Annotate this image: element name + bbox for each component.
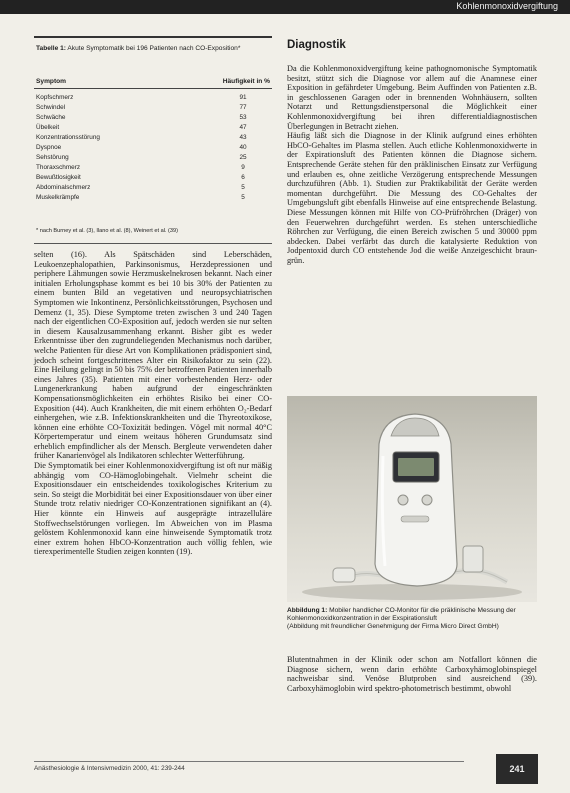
right-body-column [287,64,537,386]
running-title: Kohlenmonoxidvergiftung [456,1,558,11]
table-cell-value: 5 [241,184,245,191]
table-cell-symptom: Übelkeit [36,124,60,131]
table-row [34,174,272,183]
journal-citation: Anästhesiologie & Intensivmedizin 2000, 41: 239-244 [34,765,185,772]
table-cell-value: 91 [239,94,247,101]
table-cell-value: 47 [239,124,247,131]
table-row [34,104,272,113]
table-cell-symptom: Schwindel [36,104,66,111]
body-paragraph: Die Symptomatik bei einer Kohlenmonoxidvergiftung ist oft nur mäßig abhängig vom CO-Hämoglobingehalt. Vielmehr scheint die Expositionsdauer ein entscheidendes toxikologisches Kriterium zu sein. So steigt die Morbidität bei einer Expositionsdauer von über einer Stunde trotz relativ niedriger CO-Konzentrationen signifikant an (4). Hier könnte ein Hinweis auf ausgeprägte intrazelluläre Stoffwechselstörungen vorliegen. Im Abweichen von im Plasma gelöstem Kohlenmonoxid kann eine hinweisende Symptomatik trotz einer extrem hohen HbCO-Konzentration auch völlig fehlen, wie tierexperimentelle Studien zeigen konnten (19). [34,461,272,557]
table-cell-symptom: Bewußtlosigkeit [36,174,81,181]
table-cell-symptom: Kopfschmerz [36,94,74,101]
table-caption [36,44,266,53]
table-footnote: * nach Burney et al. (3), Ilano et al. (8), Weinert et al. (39) [36,228,178,234]
figure-caption [287,607,537,632]
table-cell-value: 40 [239,144,247,151]
section-heading: Diagnostik [287,39,346,51]
table-row [34,144,272,153]
table-row [34,124,272,133]
table-cell-symptom: Thoraxschmerz [36,164,81,171]
table-header-symptom: Symptom [36,78,67,85]
table-cell-value: 77 [239,104,247,111]
table-cell-symptom: Dyspnoe [36,144,62,151]
figure-caption-label: Abbildung 1: [287,607,328,614]
co-monitor-photo [287,396,537,602]
table-row [34,164,272,173]
table-cell-symptom: Abdominalschmerz [36,184,91,191]
table-caption-text: Akute Symptomatik bei 196 Patienten nach CO-Exposition* [67,45,241,52]
table-cell-symptom: Schwäche [36,114,66,121]
table-row [34,94,272,103]
table-cell-value: 6 [241,174,245,181]
running-header [0,0,570,14]
table-cell-symptom: Konzentrationsstörung [36,134,100,141]
body-paragraph: Häufig läßt sich die Diagnose in der Klinik aufgrund eines erhöhten HbCO-Gehaltes im Plasma stellen. Auch etliche Kohlenmonoxidwerte in der Expirationsluft des Patienten können die Diagnose sichern. Entsprechende Geräte stehen für den präklinischen Einsatz zur Verfügung und erlauben es, ohne zeitliche Verzögerung entsprechende Messungen durchzuführen (Abb. 1). Studien zur Praktikabilität der Geräte werden momentan durchgeführt. Die Messung des CO-Gehaltes der Umgebungsluft gibt ebenfalls Hinweise auf eine entsprechende Belastung. Diese Messungen können mit Hilfe von CO-Prüfröhrchen (Dräger) von den Feuerwehren durchgeführt werden. Es stehen unterschiedliche Röhrchen zur Verfügung, die einen Bereich zwischen 5 und 30000 ppm abdecken. Dabei verfärbt das durch die katalysierte Reduktion von Jodpentoxid durch CO entstehende Jod die weiße Anzeigeschicht braun-grün. [287,131,537,265]
table-cell-value: 43 [239,134,247,141]
table-cell-value: 9 [241,164,245,171]
table-row [34,154,272,163]
table-cell-value: 53 [239,114,247,121]
table-cell-value: 5 [241,194,245,201]
table-header-frequency: Häufigkeit in % [222,78,270,85]
table-row [34,114,272,123]
body-paragraph: Blutentnahmen in der Klinik oder schon am Notfallort können die Diagnose sichern, wenn darin erhöhte Carboxyhämoglobinspiegel nachweisbar sind. Venöse Blutproben sind ausreichend (39). Carboxyhämoglobin wird spektro-photometrisch bestimmt, obwohl [287,655,537,693]
symptom-table [34,36,272,244]
table-row [34,134,272,143]
left-body-column [34,250,272,690]
body-paragraph: Da die Kohlenmonoxidvergiftung keine pathognomonische Symptomatik besitzt, stützt sich die Diagnose vor allem auf die Anamnese einer Exposition in gefährdeter Umgebung. Beim Auffinden von Patienten z.B. in geschlossenen Garagen oder in brennenden Wohnhäusern, sollten Notarzt und Rettungsdienstpersonal die Möglichkeit einer Kohlenmonoxidvergiftung bei ihren differentialdiagnostischen Überlegungen in Betracht ziehen. [287,64,537,131]
body-paragraph: selten (16). Als Spätschäden sind Leberschäden, Leukoenzephalopathien, Parkinsonismus, Herzdepressionen und periphere Lähmungen sowie Herzmuskelnekrosen bekannt. Nach einer initialen Erholungsphase kommt es bei 10 bis 30% der Patienten zu einem bunten Bild an vegetativen und neuropsychiatrischen Symptomen wie Inkontinenz, Persönlichkeitsstörungen, Psychosen und Demenz (1, 35). Diese Symptome treten zwischen 3 und 240 Tagen nach der eigentlichen CO-Exposition auf, jedoch werden sie nur selten in diesem Kausalzusammenhang erkannt. Bisher gibt es weder Erkenntnisse über den zugrundeliegenden Mechanismus noch darüber, welche Patienten für diese Art von Komplikationen prädisponiert sind, jedoch scheint fortgeschrittenes Alter ein Risikofaktor zu sein (22). Eine Heilung gelingt in 50 bis 75% der betroffenen Patienten innerhalb eines Jahres (35). Patienten mit einer vorbestehenden Herz- oder Lungenerkrankung haben aufgrund der eingeschränkten Kompensationsmöglichkeiten ein erhöhtes Risiko bei einer CO-Exposition (44). Auch Krankheiten, die mit einem erhöhten O₂-Bedarf einhergehen, wie z.B. Infektionskrankheiten und die Thyreotoxikose, können eine erhöhte CO-Toxizität bedingen. Vögel mit normal 40°C Körpertemperatur und einem weitaus höheren Grundumsatz sind erheblich empfindlicher als der Mensch. Bergleute verwendeten daher früher Kanarienvögel als Indikatoren schlechter Wetterführung. [34,250,272,461]
co-monitor-illustration [287,396,537,602]
table-row [34,184,272,193]
page-number: 241 [496,754,538,784]
table-cell-value: 25 [239,154,247,161]
table-cell-symptom: Sehstörung [36,154,69,161]
table-caption-label: Tabelle 1: [36,45,66,52]
right-body-column-bottom [287,655,537,750]
figure-caption-credit: (Abbildung mit freundlicher Genehmigung der Firma Micro Direct GmbH) [287,623,499,631]
table-header-row [34,78,272,89]
footer-divider [34,761,464,762]
figure-caption-text: Mobiler handlicher CO-Monitor für die präklinische Messung der Kohlenmonoxidkonzentration in der Exspirationsluft [287,607,516,623]
table-cell-symptom: Muskelkrämpfe [36,194,80,201]
table-row [34,194,272,203]
